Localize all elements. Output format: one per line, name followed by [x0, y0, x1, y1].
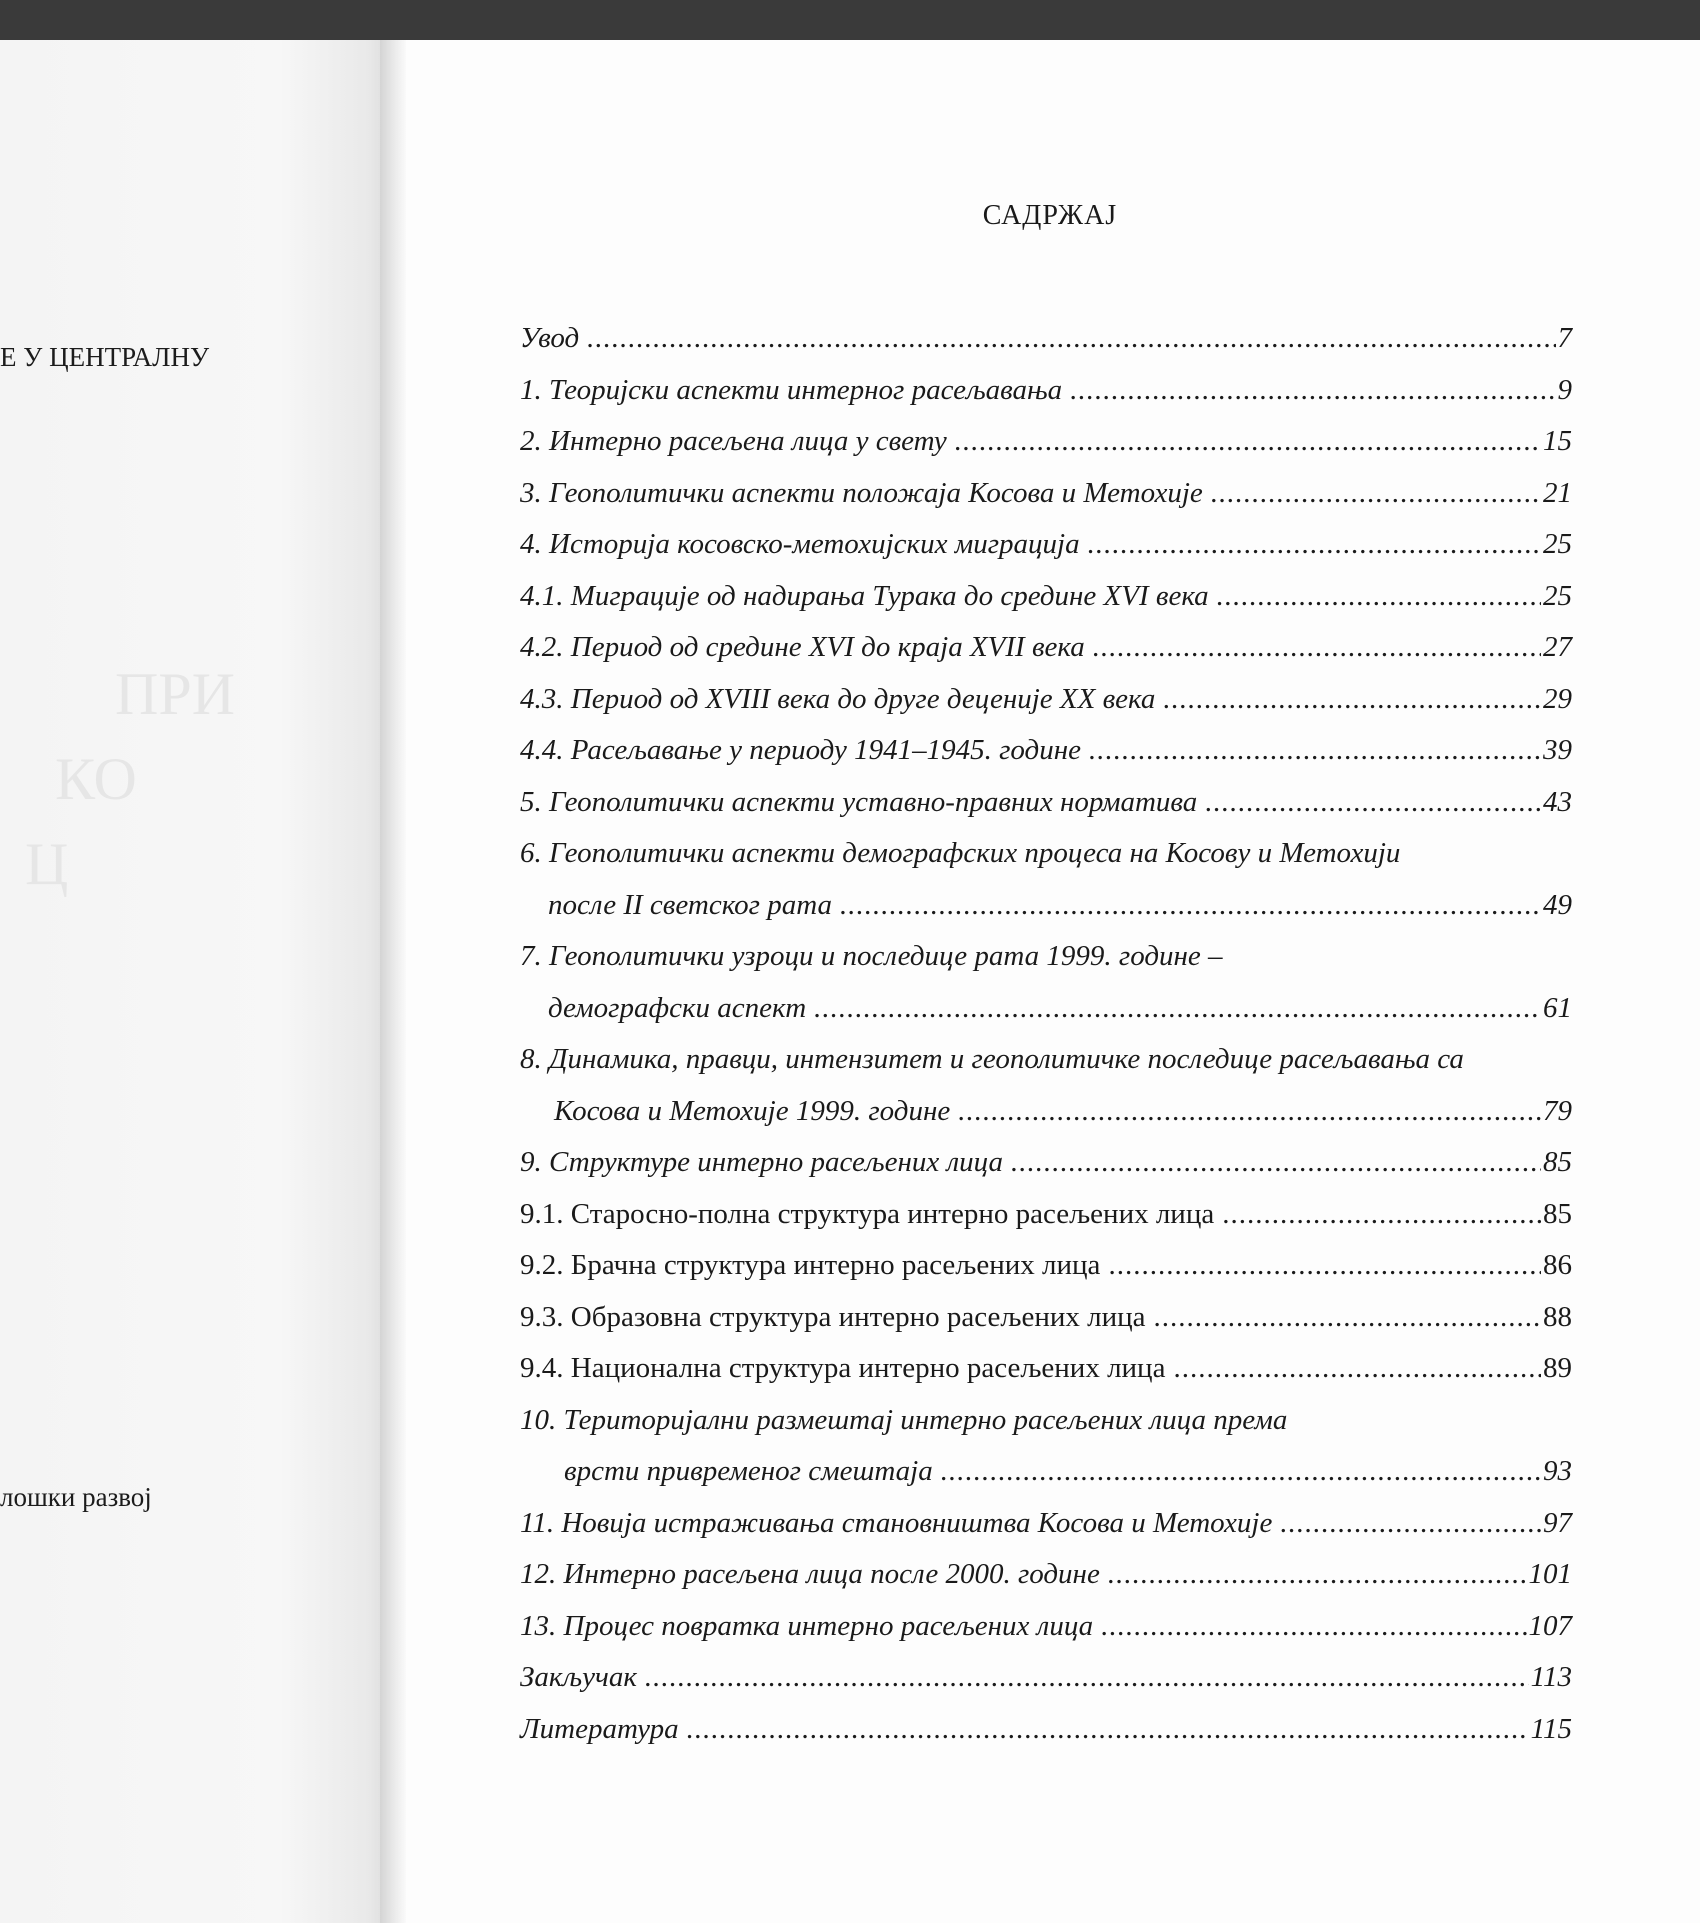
- toc-entry-line: [520, 571, 1572, 623]
- toc-entry: [520, 1343, 1572, 1395]
- toc-entry-title: 2. Интерно расељена лица у свету: [520, 425, 947, 457]
- toc-entry-line: [520, 1549, 1572, 1601]
- toc-entry-line: [520, 725, 1572, 777]
- toc-entry-title: демографски аспект: [548, 991, 807, 1024]
- toc-entry: [520, 1395, 1572, 1498]
- toc-dot-leader: [1205, 777, 1541, 829]
- toc-entry: [520, 571, 1572, 623]
- toc-entry-title: 6. Геополитички аспекти демографских процеса на Косову и Метохији: [520, 837, 1401, 869]
- toc-entry: [520, 365, 1572, 417]
- toc-entry-line: [520, 1601, 1572, 1653]
- toc-entry: [520, 1498, 1572, 1550]
- toc-page-number: 61: [1543, 991, 1572, 1024]
- book-gutter: [380, 40, 406, 1923]
- toc-entry-continuation: [520, 1086, 1572, 1138]
- toc-entry-title: 12. Интерно расељена лица после 2000. године: [520, 1558, 1100, 1590]
- toc-entry: [520, 622, 1572, 674]
- toc-dot-leader: [1093, 622, 1541, 674]
- toc-entry-line: [520, 674, 1572, 726]
- bleed-through-text: ПРИ: [115, 661, 236, 727]
- toc-entry: [520, 1034, 1572, 1137]
- toc-entry: [520, 416, 1572, 468]
- toc-entry: [520, 1704, 1572, 1756]
- toc-dot-leader: [1108, 1240, 1541, 1292]
- toc-entry-title: 4.4. Расељавање у периоду 1941–1945. године: [520, 734, 1081, 766]
- toc-entry-title: после II светског рата: [548, 888, 833, 921]
- toc-entry-line: [520, 622, 1572, 674]
- toc-title: САДРЖАЈ: [982, 200, 1118, 231]
- toc-page-number: 88: [1543, 1300, 1572, 1333]
- toc-dot-leader: [1101, 1601, 1526, 1653]
- toc-entry-line: [520, 468, 1572, 520]
- toc-page-number: 9: [1557, 373, 1572, 406]
- toc-page-number: 15: [1543, 425, 1572, 457]
- toc-entry-line: [520, 1704, 1572, 1756]
- left-page-heading-fragment: Е У ЦЕНТРАЛНУ: [0, 342, 210, 372]
- toc-dot-leader: [1217, 571, 1541, 623]
- toc-entry-title: Косова и Метохије 1999. године: [554, 1094, 951, 1127]
- toc-entry-line: [520, 1652, 1572, 1704]
- toc-page-number: 101: [1528, 1558, 1572, 1590]
- toc-page-number: 85: [1543, 1197, 1572, 1230]
- toc-entry-title: 9.3. Образовна структура интерно расељених лица: [520, 1300, 1146, 1333]
- toc-page-number: 29: [1543, 682, 1572, 715]
- toc-entry-line: [520, 416, 1572, 468]
- toc-dot-leader: [1088, 519, 1541, 571]
- toc-entry: [520, 1137, 1572, 1189]
- toc-entry-line: [520, 1498, 1572, 1550]
- table-of-contents: [520, 313, 1572, 1755]
- toc-page-number: 107: [1528, 1609, 1572, 1642]
- bleed-through-text: КО: [55, 746, 137, 812]
- toc-entry-line: [520, 931, 1572, 983]
- toc-dot-leader: [645, 1652, 1529, 1704]
- toc-entry: [520, 1652, 1572, 1704]
- toc-entry-title: 4. Историја косовско-метохијских миграција: [520, 528, 1080, 560]
- toc-entry-title: 13. Процес повратка интерно расељених лица: [520, 1609, 1094, 1642]
- toc-entry-line: [520, 313, 1572, 365]
- toc-entry: [520, 725, 1572, 777]
- toc-entry-title: 5. Геополитички аспекти уставно-правних норматива: [520, 785, 1198, 818]
- toc-entry-title: Увод: [520, 322, 580, 354]
- toc-dot-leader: [1070, 365, 1555, 417]
- toc-entry: [520, 1189, 1572, 1241]
- toc-dot-leader: [1163, 674, 1541, 726]
- toc-page-number: 86: [1543, 1249, 1572, 1281]
- toc-entry: [520, 828, 1572, 931]
- toc-dot-leader: [1154, 1292, 1541, 1344]
- toc-entry: [520, 777, 1572, 829]
- toc-entry-line: [520, 1137, 1572, 1189]
- toc-dot-leader: [1173, 1343, 1541, 1395]
- toc-entry-line: [520, 1292, 1572, 1344]
- toc-page-number: 25: [1543, 579, 1572, 612]
- toc-page-number: 89: [1543, 1352, 1572, 1384]
- toc-entry: [520, 674, 1572, 726]
- toc-entry: [520, 931, 1572, 1034]
- toc-dot-leader: [687, 1704, 1529, 1756]
- toc-entry-line: [520, 365, 1572, 417]
- toc-dot-leader: [958, 1086, 1541, 1138]
- toc-page-number: 25: [1543, 528, 1572, 560]
- toc-page-number: 115: [1530, 1712, 1572, 1745]
- bleed-through-text: Ц: [25, 831, 69, 897]
- toc-entry-title: 7. Геополитички узроци и последице рата 1999. године –: [520, 940, 1223, 972]
- toc-entry-line: [520, 828, 1572, 880]
- toc-entry-title: 3. Геополитички аспекти положаја Косова и Метохије: [520, 476, 1203, 509]
- toc-entry: [520, 1601, 1572, 1653]
- toc-page-number: 79: [1543, 1094, 1572, 1127]
- toc-entry-title: 9. Структуре интерно расељених лица: [520, 1146, 1003, 1178]
- toc-entry-title: Закључак: [520, 1661, 637, 1693]
- toc-page-number: 93: [1543, 1455, 1572, 1487]
- toc-entry-title: 9.4. Национална структура интерно расељених лица: [520, 1352, 1166, 1384]
- toc-dot-leader: [1011, 1137, 1541, 1189]
- toc-entry-line: [520, 1395, 1572, 1447]
- toc-entry-title: 4.1. Миграције од надирања Турака до средине XVI века: [520, 579, 1209, 612]
- toc-page-number: 113: [1530, 1661, 1572, 1693]
- toc-page-number: 39: [1543, 734, 1572, 766]
- toc-entry-title: 4.3. Период од XVIII века до друге деценије XX века: [520, 682, 1156, 715]
- toc-entry-title: 9.1. Старосно-полна структура интерно расељених лица: [520, 1197, 1215, 1230]
- toc-entry-line: [520, 1343, 1572, 1395]
- toc-entry-line: [520, 777, 1572, 829]
- toc-entry-line: [520, 519, 1572, 571]
- toc-entry-title: 10. Територијални размештај интерно расељених лица према: [520, 1403, 1288, 1436]
- toc-entry-continuation: [520, 880, 1572, 932]
- toc-page-number: 85: [1543, 1146, 1572, 1178]
- toc-page-number: 49: [1543, 888, 1572, 921]
- toc-entry: [520, 313, 1572, 365]
- toc-entry-title: 8. Динамика, правци, интензитет и геополитичке последице расељавања са: [520, 1043, 1464, 1075]
- toc-dot-leader: [587, 313, 1555, 365]
- toc-page-number: 97: [1543, 1506, 1572, 1539]
- toc-entry-title: 11. Новија истраживања становништва Косова и Метохије: [520, 1506, 1273, 1539]
- toc-entry: [520, 1292, 1572, 1344]
- toc-entry-continuation: [520, 983, 1572, 1035]
- left-page-text-fragment: лошки развој: [0, 1482, 152, 1512]
- toc-dot-leader: [814, 983, 1541, 1035]
- toc-dot-leader: [1280, 1498, 1541, 1550]
- toc-dot-leader: [1089, 725, 1541, 777]
- toc-entry-line: [520, 1189, 1572, 1241]
- toc-entry: [520, 468, 1572, 520]
- toc-dot-leader: [1211, 468, 1541, 520]
- toc-entry-continuation: [520, 1446, 1572, 1498]
- toc-entry-title: Литература: [520, 1712, 679, 1745]
- toc-dot-leader: [840, 880, 1541, 932]
- toc-entry-line: [520, 1240, 1572, 1292]
- left-page: [0, 40, 400, 1923]
- toc-dot-leader: [1222, 1189, 1541, 1241]
- toc-dot-leader: [941, 1446, 1541, 1498]
- toc-page-number: 21: [1543, 476, 1572, 509]
- toc-entry-title: врсти привременог смештаја: [564, 1455, 933, 1487]
- toc-dot-leader: [1108, 1549, 1527, 1601]
- toc-entry-line: [520, 1034, 1572, 1086]
- toc-entry-title: 1. Теоријски аспекти интерног расељавања: [520, 373, 1063, 406]
- toc-entry: [520, 519, 1572, 571]
- toc-entry: [520, 1240, 1572, 1292]
- toc-entry-title: 9.2. Брачна структура интерно расељених лица: [520, 1249, 1101, 1281]
- toc-entry-title: 4.2. Период од средине XVI до краја XVII века: [520, 631, 1085, 663]
- toc-page-number: 27: [1543, 631, 1572, 663]
- toc-dot-leader: [955, 416, 1541, 468]
- toc-page-number: 7: [1557, 322, 1572, 354]
- toc-entry: [520, 1549, 1572, 1601]
- toc-page-number: 43: [1543, 785, 1572, 818]
